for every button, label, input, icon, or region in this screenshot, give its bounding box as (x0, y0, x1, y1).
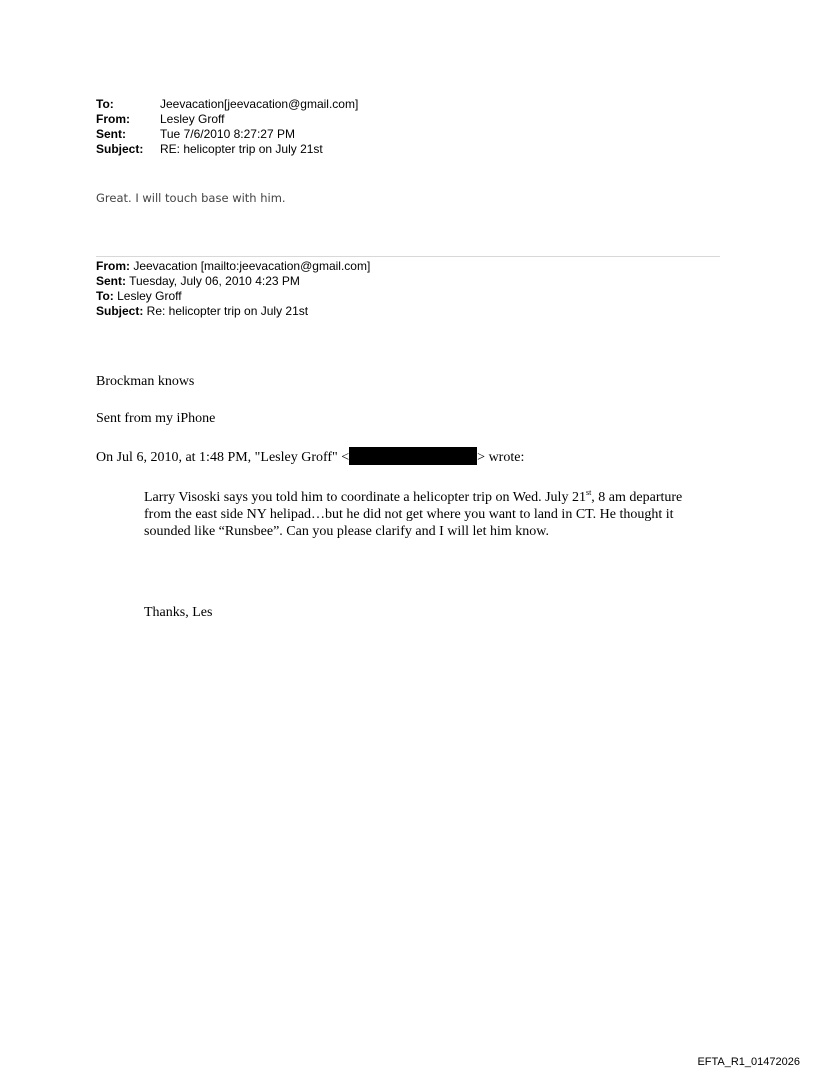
header-sent-label: Sent: (96, 127, 126, 141)
quoted-paragraph (144, 489, 684, 540)
header-subject-value: RE: helicopter trip on July 21st (160, 142, 323, 156)
message-signature: Sent from my iPhone (96, 411, 216, 426)
message-quote-intro (96, 447, 524, 466)
quote-superscript: st (585, 488, 592, 497)
reply-text: Great. I will touch base with him. (96, 191, 286, 205)
header-subject-label: Subject: (96, 142, 144, 156)
header-from-row (96, 112, 358, 127)
message-line: Brockman knows (96, 374, 195, 389)
email-header (96, 97, 358, 157)
fwd-subject-label: Subject: (96, 304, 144, 318)
header-sent-value: Tue 7/6/2010 8:27:27 PM (160, 127, 295, 141)
fwd-sent-row (96, 274, 370, 289)
header-from-label: From: (96, 112, 130, 126)
fwd-to-value: Lesley Groff (113, 289, 182, 303)
fwd-from-value: Jeevacation [mailto:jeevacation@gmail.com] (130, 259, 371, 273)
divider (96, 256, 720, 257)
fwd-to-label: To: (96, 289, 114, 303)
fwd-subject-value: Re: helicopter trip on July 21st (143, 304, 309, 318)
fwd-sent-value: Tuesday, July 06, 2010 4:23 PM (126, 274, 300, 288)
quote-intro-suffix: > wrote: (477, 450, 525, 465)
quote-intro-prefix: On Jul 6, 2010, at 1:48 PM, "Lesley Groff" < (96, 450, 350, 465)
header-sent-row (96, 127, 358, 142)
fwd-to-row (96, 289, 370, 304)
header-to-value: Jeevacation[jeevacation@gmail.com] (160, 97, 359, 111)
quote-text-part2: , 8 am departure from the east side NY helipad…but he did not get where you want to land in CT. He thought it sounded like “Runsbee”. Can you please clarify and I will let him know. (144, 490, 683, 539)
header-to-row (96, 97, 358, 112)
fwd-sent-label: Sent: (96, 274, 126, 288)
header-subject-row (96, 142, 358, 157)
forwarded-header (96, 259, 370, 319)
header-to-label: To: (96, 97, 114, 111)
fwd-subject-row (96, 304, 370, 319)
fwd-from-row (96, 259, 370, 274)
quote-text-part1: Larry Visoski says you told him to coordinate a helicopter trip on Wed. July 21 (144, 490, 586, 505)
document-id: EFTA_R1_01472026 (697, 1056, 800, 1068)
fwd-from-label: From: (96, 259, 130, 273)
quote-closing: Thanks, Les (144, 605, 213, 620)
redaction-box (349, 447, 477, 465)
header-from-value: Lesley Groff (160, 112, 225, 126)
